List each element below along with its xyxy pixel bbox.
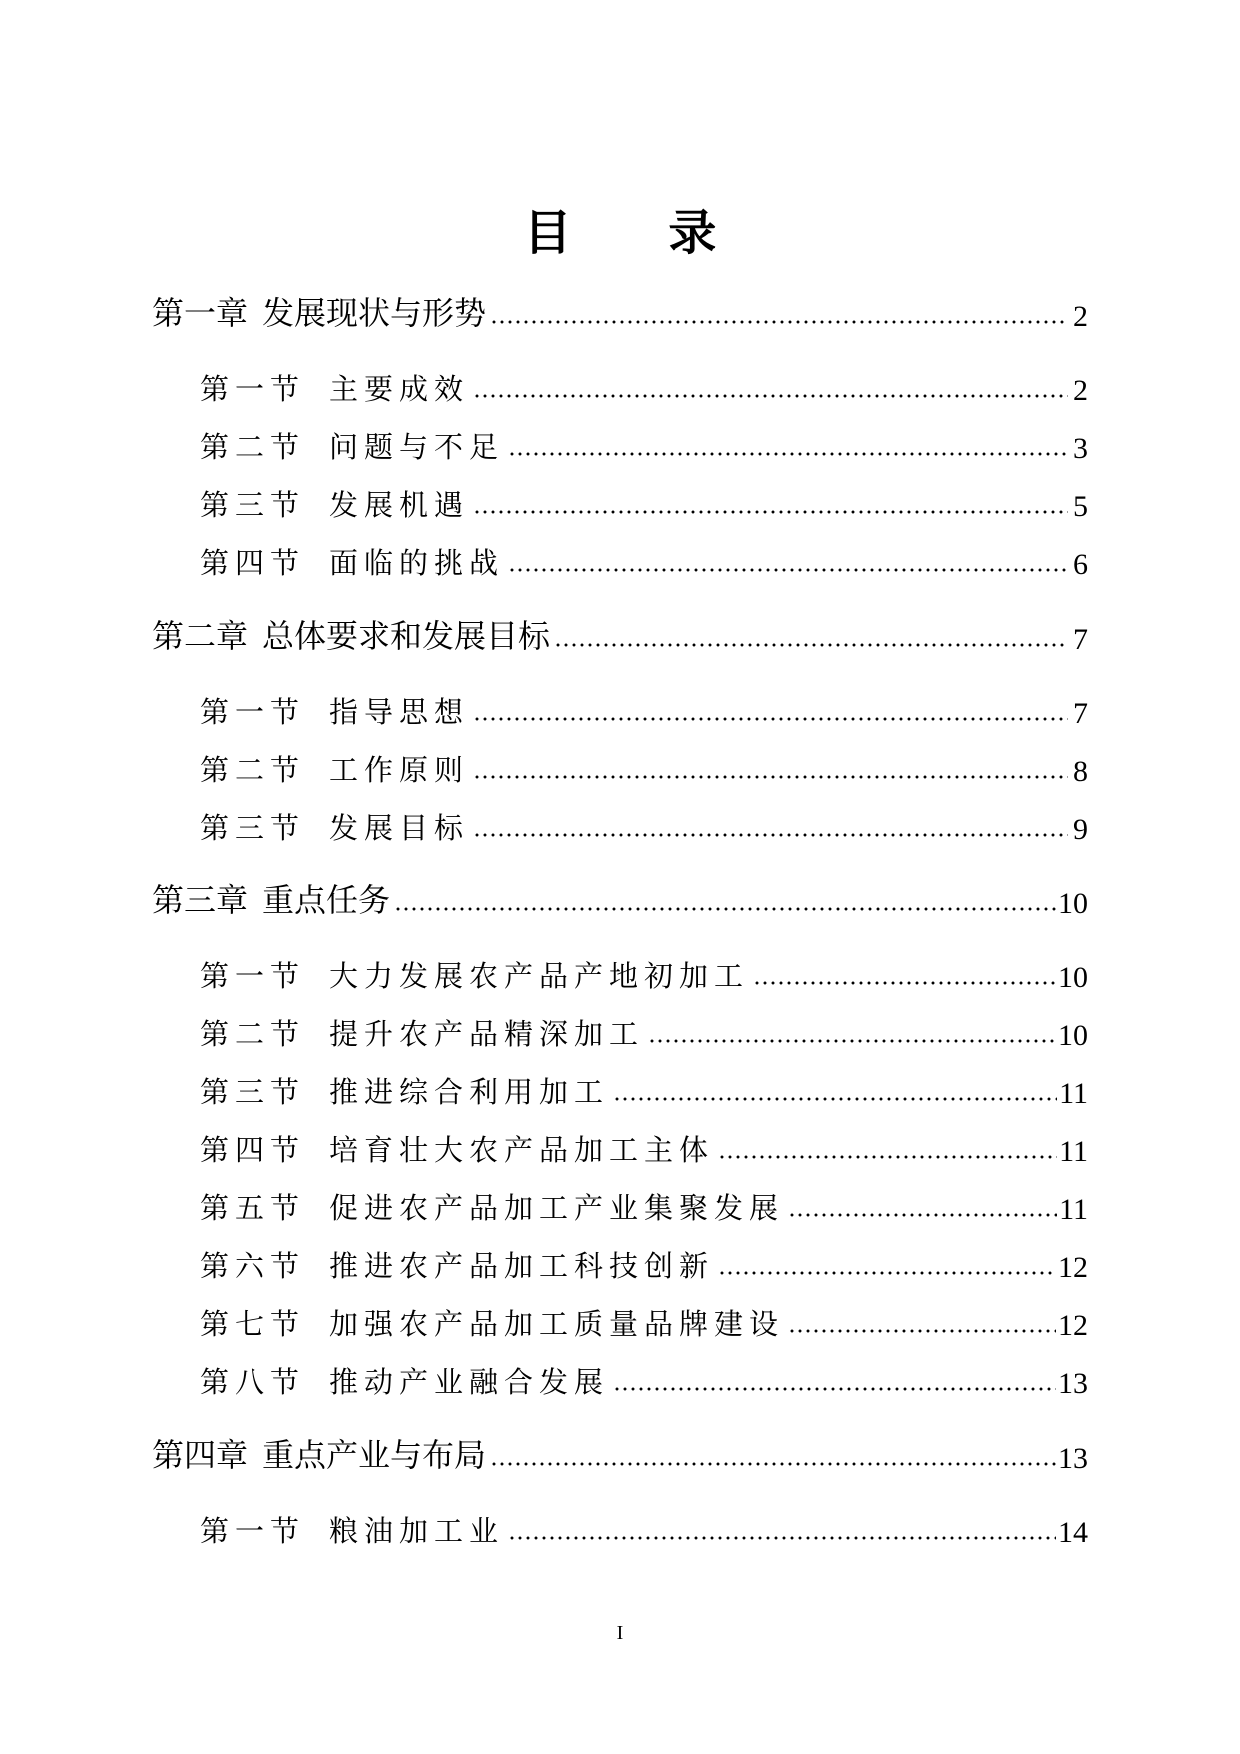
- chapter-title: 重点产业与布局: [262, 1436, 487, 1474]
- page-number: 11: [1059, 1077, 1088, 1110]
- toc-section-3-6[interactable]: [200, 1241, 1088, 1285]
- page-number: 8: [1073, 755, 1088, 788]
- dot-leader: [788, 1212, 1057, 1218]
- chapter-number: 第三章: [152, 881, 249, 919]
- dot-leader: [753, 980, 1056, 986]
- dot-leader: [788, 1328, 1056, 1334]
- section-title: 培育壮大农产品加工主体: [329, 1133, 715, 1167]
- page-number: 9: [1073, 813, 1088, 846]
- toc-section-1-2[interactable]: [200, 422, 1088, 466]
- section-number: 第六节: [200, 1249, 306, 1283]
- section-number: 第七节: [200, 1307, 306, 1341]
- page-number: 11: [1059, 1193, 1088, 1226]
- section-title: 加强农产品加工质量品牌建设: [329, 1307, 785, 1341]
- page-number: 12: [1058, 1309, 1088, 1342]
- footer-page-number: I: [616, 1622, 624, 1644]
- section-title: 发展目标: [329, 811, 470, 845]
- toc-section-1-1[interactable]: [200, 364, 1088, 408]
- toc-section-3-7[interactable]: [200, 1299, 1088, 1343]
- toc-section-2-3[interactable]: [200, 803, 1088, 847]
- toc-section-3-5[interactable]: [200, 1183, 1088, 1227]
- dot-leader: [508, 567, 1068, 573]
- section-title: 促进农产品加工产业集聚发展: [329, 1191, 785, 1225]
- chapter-number: 第二章: [152, 617, 249, 655]
- toc-section-3-2[interactable]: [200, 1009, 1088, 1053]
- section-title: 指导思想: [329, 695, 470, 729]
- chapter-number: 第一章: [152, 294, 249, 332]
- section-title: 大力发展农产品产地初加工: [329, 959, 750, 993]
- toc-section-1-3[interactable]: [200, 480, 1088, 524]
- dot-leader: [473, 832, 1068, 838]
- page-number: 7: [1073, 697, 1088, 730]
- chapter-title: 总体要求和发展目标: [262, 617, 551, 655]
- page-number: 6: [1073, 548, 1088, 581]
- dot-leader: [473, 774, 1068, 780]
- section-number: 第一节: [200, 372, 306, 406]
- toc-chapter-3[interactable]: [152, 877, 1088, 921]
- section-number: 第五节: [200, 1191, 306, 1225]
- dot-leader: [490, 319, 1068, 325]
- page-number: 10: [1058, 1019, 1088, 1052]
- dot-leader: [473, 716, 1068, 722]
- page-number: 5: [1073, 490, 1088, 523]
- section-number: 第一节: [200, 1514, 306, 1548]
- page-number: 2: [1073, 374, 1088, 407]
- chapter-number: 第四章: [152, 1436, 249, 1474]
- page-number: 12: [1058, 1251, 1088, 1284]
- section-number: 第四节: [200, 546, 306, 580]
- page-number: 13: [1058, 1442, 1088, 1475]
- toc-section-3-4[interactable]: [200, 1125, 1088, 1169]
- section-number: 第一节: [200, 959, 306, 993]
- dot-leader: [508, 451, 1068, 457]
- toc-section-3-8[interactable]: [200, 1357, 1088, 1401]
- page-number: 3: [1073, 432, 1088, 465]
- section-number: 第二节: [200, 1017, 306, 1051]
- section-title: 推动产业融合发展: [329, 1365, 610, 1399]
- section-title: 推进农产品加工科技创新: [329, 1249, 715, 1283]
- page-number: 14: [1058, 1516, 1088, 1549]
- toc-chapter-1[interactable]: [152, 290, 1088, 334]
- page-number: 13: [1058, 1367, 1088, 1400]
- dot-leader: [508, 1535, 1056, 1541]
- section-number: 第三节: [200, 1075, 306, 1109]
- page-number: 11: [1059, 1135, 1088, 1168]
- dot-leader: [554, 642, 1068, 648]
- chapter-title: 重点任务: [262, 881, 391, 919]
- section-title: 问题与不足: [329, 430, 505, 464]
- page-number: 10: [1058, 961, 1088, 994]
- toc-chapter-4[interactable]: [152, 1432, 1088, 1476]
- section-title: 工作原则: [329, 753, 470, 787]
- page-number: 2: [1073, 300, 1088, 333]
- dot-leader: [394, 906, 1056, 912]
- toc-section-3-3[interactable]: [200, 1067, 1088, 1111]
- toc-section-1-4[interactable]: [200, 538, 1088, 582]
- toc-section-2-2[interactable]: [200, 745, 1088, 789]
- section-title: 提升农产品精深加工: [329, 1017, 645, 1051]
- section-title: 粮油加工业: [329, 1514, 505, 1548]
- section-number: 第二节: [200, 753, 306, 787]
- page-number: 10: [1058, 887, 1088, 920]
- toc-section-2-1[interactable]: [200, 687, 1088, 731]
- section-number: 第一节: [200, 695, 306, 729]
- dot-leader: [473, 393, 1068, 399]
- dot-leader: [718, 1270, 1056, 1276]
- section-number: 第二节: [200, 430, 306, 464]
- toc-chapter-2[interactable]: [152, 613, 1088, 657]
- dot-leader: [473, 509, 1068, 515]
- section-number: 第三节: [200, 811, 306, 845]
- toc-section-4-1[interactable]: [200, 1506, 1088, 1550]
- dot-leader: [648, 1038, 1056, 1044]
- section-number: 第四节: [200, 1133, 306, 1167]
- section-title: 主要成效: [329, 372, 470, 406]
- dot-leader: [490, 1461, 1056, 1467]
- toc-section-3-1[interactable]: [200, 951, 1088, 995]
- dot-leader: [613, 1096, 1057, 1102]
- dot-leader: [613, 1386, 1056, 1392]
- dot-leader: [718, 1154, 1057, 1160]
- section-title: 推进综合利用加工: [329, 1075, 610, 1109]
- section-number: 第三节: [200, 488, 306, 522]
- page-number: 7: [1073, 623, 1088, 656]
- chapter-title: 发展现状与形势: [262, 294, 487, 332]
- section-title: 面临的挑战: [329, 546, 505, 580]
- page-title: 目 录: [523, 205, 757, 261]
- section-number: 第八节: [200, 1365, 306, 1399]
- section-title: 发展机遇: [329, 488, 470, 522]
